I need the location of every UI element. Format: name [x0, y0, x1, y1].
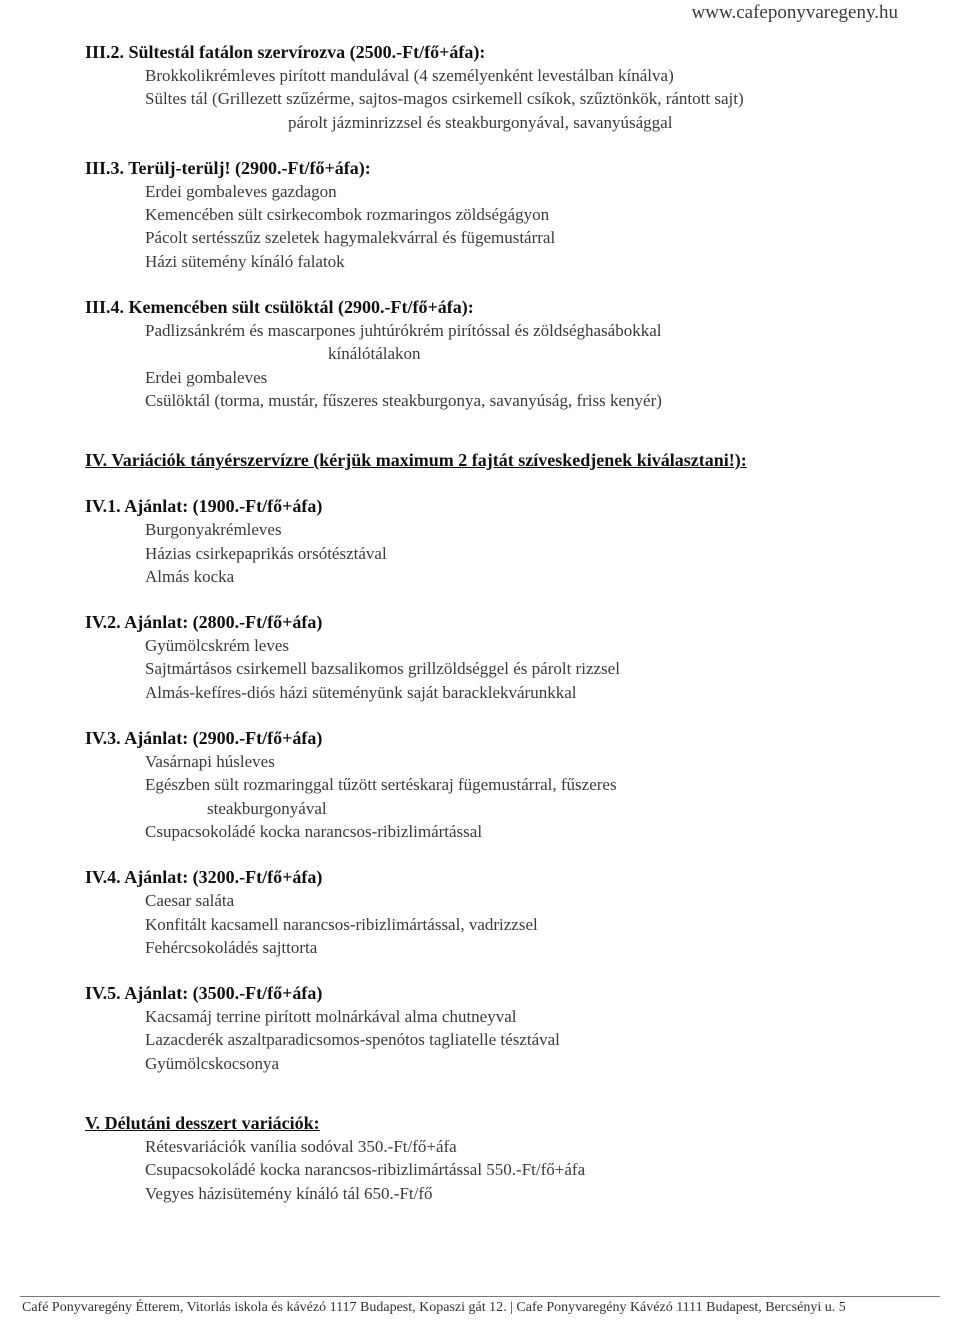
menu-item-continuation: steakburgonyával	[207, 798, 327, 818]
section-title: III.4. Kemencében sült csülöktál (2900.-Ft/fő+áfa):	[85, 297, 474, 318]
menu-item: Házi sütemény kínáló falatok	[145, 251, 345, 271]
menu-item: Erdei gombaleves	[145, 367, 268, 387]
offer-title: IV.1. Ajánlat: (1900.-Ft/fő+áfa)	[85, 496, 323, 517]
menu-item: Burgonyakrémleves	[145, 520, 282, 540]
menu-item: Kemencében sült csirkecombok rozmaringos zöldségágyon	[145, 205, 550, 225]
menu-item: Egészben sült rozmaringgal tűzött sertéskaraj fügemustárral, fűszeres	[145, 775, 617, 795]
menu-item: Padlizsánkrém és mascarpones juhtúrókrém pirítóssal és zöldséghasábokkal	[145, 321, 662, 341]
section-3-2	[85, 40, 940, 134]
menu-item: Pácolt sertésszűz szeletek hagymalekvárral és fügemustárral	[145, 228, 556, 248]
menu-item: Konfitált kacsamell narancsos-ribizlimártással, vadrizzsel	[145, 914, 538, 934]
section-title: III.2. Sültestál fatálon szervírozva (2500.-Ft/fő+áfa):	[85, 42, 486, 62]
menu-item: Házias csirkepaprikás orsótésztával	[145, 543, 387, 563]
menu-item: Erdei gombaleves gazdagon	[145, 181, 337, 201]
menu-item: Vegyes házisütemény kínáló tál 650.-Ft/fő	[145, 1183, 433, 1203]
site-url: www.cafeponyvaregeny.hu	[691, 2, 898, 23]
menu-content	[85, 40, 940, 1205]
menu-item: Csupacsokoládé kocka narancsos-ribizlimártással	[145, 821, 483, 841]
menu-item: Kacsamáj terrine pirított molnárkával alma chutneyval	[145, 1007, 517, 1027]
footer-divider	[20, 1296, 940, 1297]
menu-item: Vasárnapi húsleves	[145, 752, 275, 772]
section-5	[85, 1111, 940, 1205]
offer-title: IV.3. Ajánlat: (2900.-Ft/fő+áfa)	[85, 728, 323, 749]
menu-item: Fehércsokoládés sajttorta	[145, 937, 318, 957]
footer-address: Café Ponyvaregény Étterem, Vitorlás iskola és kávézó 1117 Budapest, Kopaszi gát 12. | Cafe Ponyvaregény Kávézó 1111 Budapest, Bercsényi u. 5	[22, 1300, 846, 1315]
menu-item: Gyümölcskrém leves	[145, 636, 289, 656]
offer-title: IV.4. Ajánlat: (3200.-Ft/fő+áfa)	[85, 867, 323, 888]
section-title: III.3. Terülj-terülj! (2900.-Ft/fő+áfa):	[85, 157, 371, 178]
menu-item: Csülöktál (torma, mustár, fűszeres steakburgonya, savanyúság, friss kenyér)	[145, 390, 662, 410]
menu-item: Lazacderék aszaltparadicsomos-spenótos tagliatelle tésztával	[145, 1030, 560, 1050]
menu-item: Almás kocka	[145, 566, 235, 586]
menu-item: Rétesvariációk vanília sodóval 350.-Ft/fő+áfa	[145, 1137, 457, 1157]
menu-item: Gyümölcskocsonya	[145, 1053, 280, 1073]
section-4-5	[85, 981, 940, 1075]
offer-title: IV.5. Ajánlat: (3500.-Ft/fő+áfa)	[85, 983, 323, 1004]
section-3-4	[85, 295, 940, 412]
menu-item: Almás-kefíres-diós házi süteményünk saját baracklekvárunkkal	[145, 682, 577, 702]
menu-item: Sajtmártásos csirkemell bazsalikomos grillzöldséggel és párolt rizzsel	[145, 659, 620, 679]
section-3-3	[85, 156, 940, 273]
menu-item-continuation: kínálótálakon	[328, 344, 421, 364]
section-title: IV. Variációk tányérszervízre (kérjük maximum 2 fajtát szíveskedjenek kiválasztani!):	[85, 450, 747, 471]
menu-item: Csupacsokoládé kocka narancsos-ribizlimártással 550.-Ft/fő+áfa	[145, 1160, 586, 1180]
menu-item: Caesar saláta	[145, 891, 235, 911]
menu-item-continuation: párolt jázminrizzsel és steakburgonyával, savanyúsággal	[288, 112, 673, 132]
section-4-4	[85, 865, 940, 959]
section-4-2	[85, 610, 940, 704]
menu-item: Brokkolikrémleves pirított mandulával (4 személyenként levestálban kínálva)	[145, 66, 674, 85]
offer-title: IV.2. Ajánlat: (2800.-Ft/fő+áfa)	[85, 612, 323, 633]
menu-item: Sültes tál (Grillezett szűzérme, sajtos-magos csirkemell csíkok, szűztönkök, rántott sajt)	[145, 89, 744, 109]
section-4	[85, 448, 940, 472]
section-4-3	[85, 726, 940, 843]
section-4-1	[85, 494, 940, 588]
section-title: V. Délutáni desszert variációk:	[85, 1113, 320, 1134]
